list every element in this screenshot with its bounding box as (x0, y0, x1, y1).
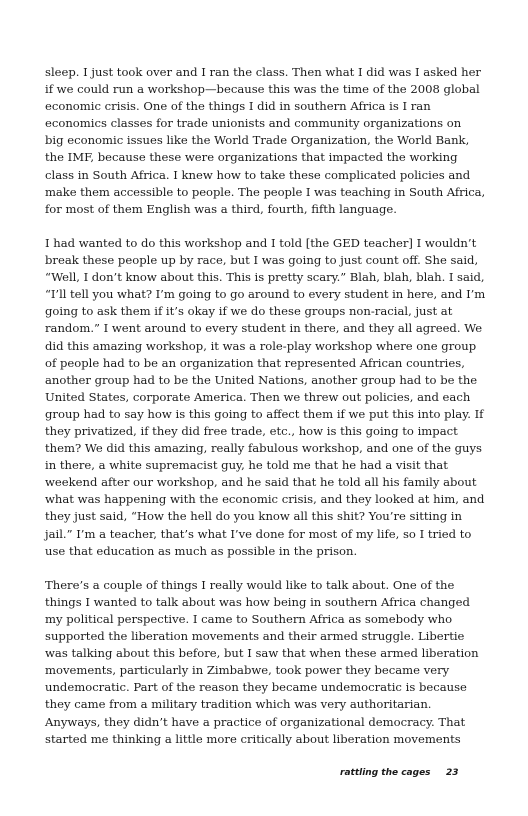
text-line: class in South Africa. I knew how to take these complicated policies and (45, 167, 471, 182)
text-line: sleep. I just took over and I ran the class. Then what I did was I asked her (45, 65, 481, 79)
text-line: of people had to be an organization that represented African countries, (45, 355, 465, 370)
text-line: jail.” I’m a teacher, that’s what I’ve done for most of my life, so I tried to (45, 526, 472, 541)
text-line: “I’ll tell you what? I’m going to go around to every student in here, and I’m (45, 287, 486, 302)
page-number: 23 (446, 768, 459, 778)
paragraph (45, 577, 485, 748)
text-line: did this amazing workshop, it was a role-play workshop where one group (45, 338, 477, 353)
text-line: they just said, “How the hell do you know all this shit? You’re sitting in (45, 509, 462, 524)
paragraph-spacer (45, 560, 485, 577)
text-line: group had to say how is this going to affect them if we put this into play. If (45, 406, 484, 421)
text-line: for most of them English was a third, fourth, fifth language. (45, 201, 397, 216)
text-line: economic crisis. One of the things I did in southern Africa is I ran (45, 99, 431, 114)
text-line: what was happening with the economic crisis, and they looked at him, and (45, 492, 485, 507)
page-footer (0, 768, 528, 784)
text-line: going to ask them if it’s okay if we do these groups non-racial, just at (45, 304, 453, 319)
text-line: they came from a military tradition which was very authoritarian. (45, 697, 432, 712)
text-line: undemocratic. Part of the reason they became undemocratic is because (45, 680, 467, 695)
text-line: if we could run a workshop—because this was the time of the 2008 global (45, 82, 480, 97)
text-line: break these people up by race, but I was going to just count off. She said, (45, 253, 479, 268)
text-line: big economic issues like the World Trade Organization, the World Bank, (45, 133, 470, 148)
paragraph-spacer (45, 218, 485, 235)
text-line: they privatized, if they did free trade, etc., how is this going to impact (45, 423, 458, 438)
text-line: the IMF, because these were organizations that impacted the working (45, 150, 458, 165)
text-line: Anyways, they didn’t have a practice of organizational democracy. That (45, 714, 466, 729)
text-line: in there, a white supremacist guy, he told me that he had a visit that (45, 458, 448, 473)
text-line: movements, particularly in Zimbabwe, took power they became very (45, 663, 450, 678)
text-line: There’s a couple of things I really would like to talk about. One of the (45, 577, 455, 592)
text-line: started me thinking a little more critically about liberation movements (45, 731, 461, 746)
text-line: make them accessible to people. The people I was teaching in South Africa, (45, 184, 486, 199)
text-line: my political perspective. I came to Southern Africa as somebody who (45, 612, 453, 626)
text-line: another group had to be the United Nations, another group had to be the (45, 372, 478, 387)
text-line: things I wanted to talk about was how being in southern Africa changed (45, 594, 470, 609)
body-text (45, 64, 485, 748)
text-line: United States, corporate America. Then we threw out policies, and each (45, 389, 471, 404)
paragraph (45, 64, 485, 218)
text-line: I had wanted to do this workshop and I told [the GED teacher] I wouldn’t (45, 235, 477, 250)
text-line: weekend after our workshop, and he said that he told all his family about (45, 475, 477, 490)
running-title: rattling the cages (340, 768, 431, 778)
text-line: was talking about this before, but I saw that when these armed liberation (45, 646, 479, 661)
text-line: random.” I went around to every student in there, and they all agreed. We (45, 321, 483, 336)
text-line: economics classes for trade unionists and community organizations on (45, 116, 462, 131)
paragraph (45, 235, 485, 560)
text-line: use that education as much as possible in the prison. (45, 543, 358, 558)
text-line: “Well, I don’t know about this. This is pretty scary.” Blah, blah, blah. I said, (45, 270, 485, 285)
text-line: supported the liberation movements and their armed struggle. Libertie (45, 629, 465, 644)
text-line: them? We did this amazing, really fabulous workshop, and one of the guys (45, 441, 483, 456)
